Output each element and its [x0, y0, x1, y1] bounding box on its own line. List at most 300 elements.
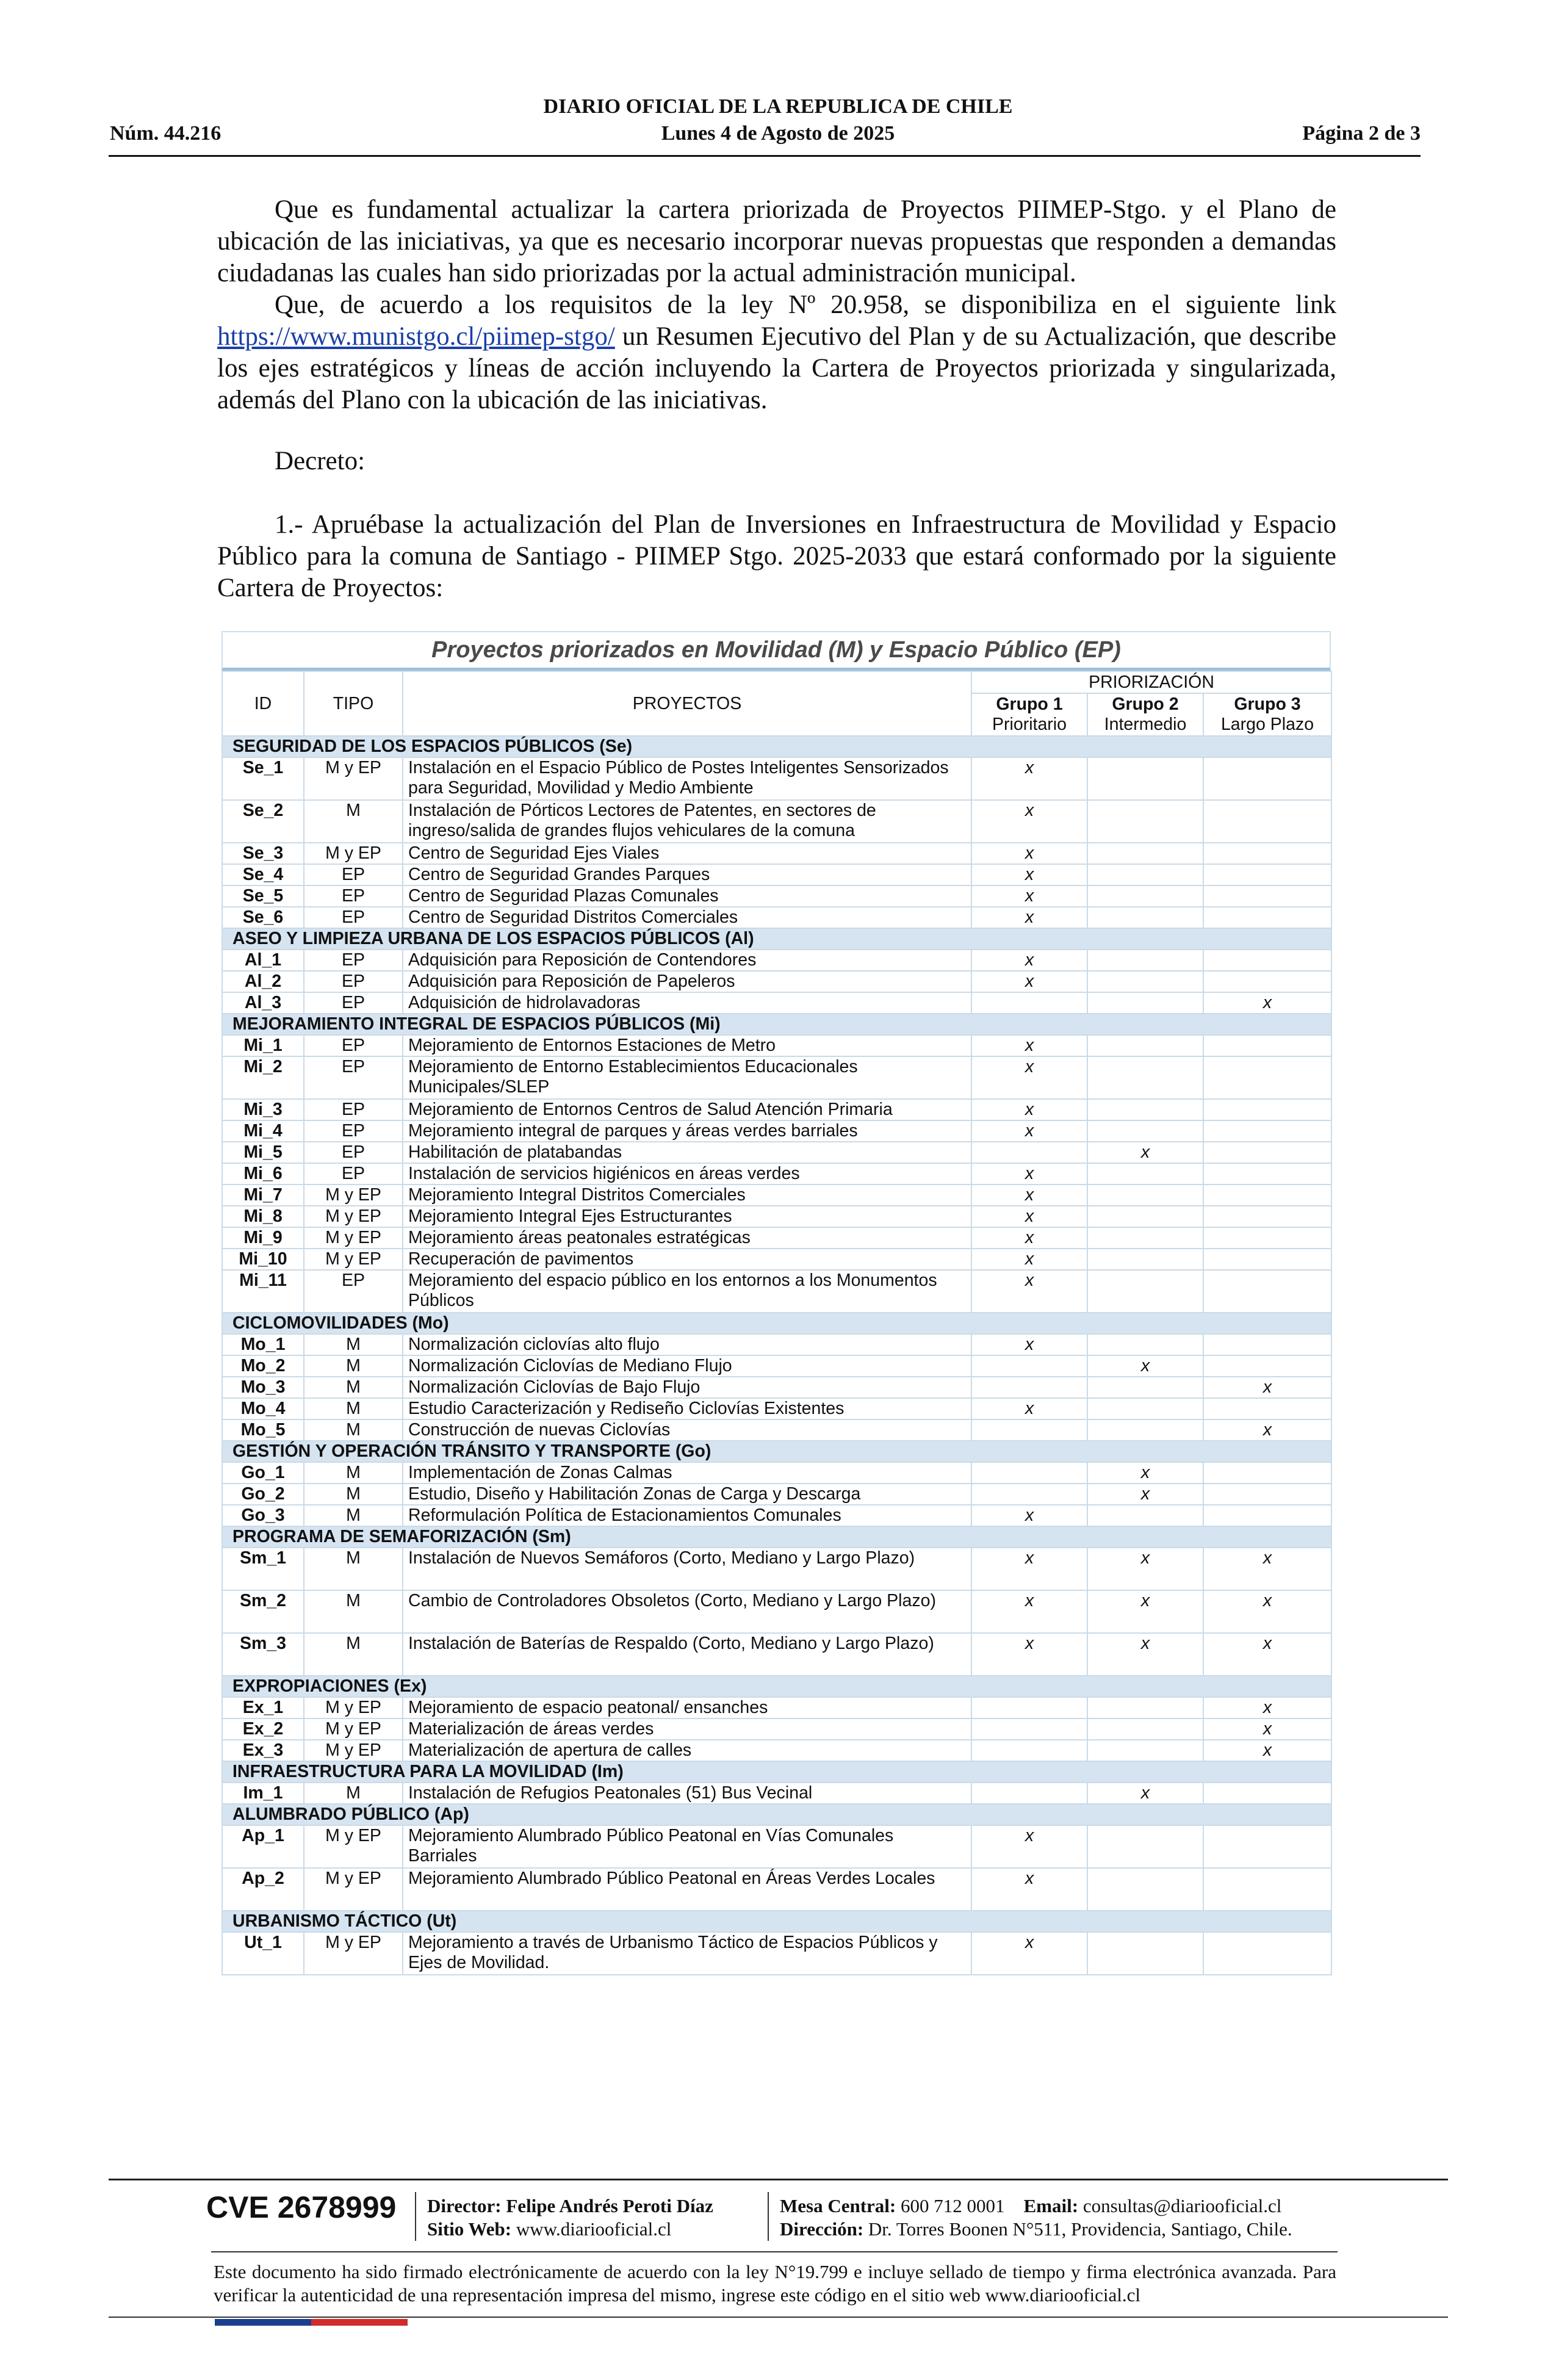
decreto-heading-block — [217, 445, 1336, 477]
table-row — [222, 1227, 1331, 1249]
project-tipo: M — [304, 1462, 403, 1484]
grupo-2-mark: x — [1087, 1548, 1203, 1590]
project-id: Se_5 — [222, 885, 304, 907]
project-id: Mi_11 — [222, 1270, 304, 1313]
table-row — [222, 1035, 1331, 1056]
grupo-2-mark — [1087, 1825, 1203, 1868]
grupo-1-mark: x — [971, 1227, 1087, 1249]
grupo-3-mark: x — [1203, 1377, 1331, 1398]
grupo-2-mark — [1087, 950, 1203, 971]
grupo-1-mark: x — [971, 1035, 1087, 1056]
grupo-3-mark — [1203, 757, 1331, 800]
grupo-3-mark: x — [1203, 1548, 1331, 1590]
decreto-heading: Decreto: — [275, 447, 366, 475]
project-id: Mo_1 — [222, 1334, 304, 1355]
project-id: Mi_4 — [222, 1120, 304, 1142]
project-name: Cambio de Controladores Obsoletos (Corto, Mediano y Largo Plazo) — [403, 1590, 971, 1633]
grupo-1-mark: x — [971, 1120, 1087, 1142]
project-name: Implementación de Zonas Calmas — [403, 1462, 971, 1484]
project-name: Adquisición para Reposición de Papeleros — [403, 971, 971, 992]
footer-address — [780, 2218, 1292, 2241]
project-name: Recuperación de pavimentos — [403, 1249, 971, 1270]
grupo-1-mark: x — [971, 1249, 1087, 1270]
section-title: EXPROPIACIONES (Ex) — [222, 1676, 1331, 1697]
project-tipo: EP — [304, 1035, 403, 1056]
grupo-3-mark — [1203, 1056, 1331, 1099]
grupo-1-mark: x — [971, 1633, 1087, 1676]
project-tipo: M — [304, 1377, 403, 1398]
project-tipo: M — [304, 1334, 403, 1355]
grupo-1-mark: x — [971, 1099, 1087, 1120]
section-title: URBANISMO TÁCTICO (Ut) — [222, 1911, 1331, 1932]
project-id: Ap_2 — [222, 1868, 304, 1911]
project-id: Mo_4 — [222, 1398, 304, 1419]
grupo-3-mark — [1203, 864, 1331, 885]
section-title: ASEO Y LIMPIEZA URBANA DE LOS ESPACIOS PÚBLICOS (Al) — [222, 928, 1331, 950]
project-id: Mi_6 — [222, 1163, 304, 1185]
project-id: Al_3 — [222, 992, 304, 1014]
project-id: Al_1 — [222, 950, 304, 971]
project-tipo: M — [304, 1355, 403, 1377]
header-grupo-3 — [1203, 693, 1331, 736]
newspaper-title: DIARIO OFICIAL DE LA REPUBLICA DE CHILE — [543, 95, 1013, 118]
table-row — [222, 971, 1331, 992]
project-name: Mejoramiento integral de parques y áreas verdes barriales — [403, 1120, 971, 1142]
grupo-1-mark: x — [971, 757, 1087, 800]
table-row — [222, 992, 1331, 1014]
grupo-3-mark — [1203, 1206, 1331, 1227]
grupo-1-mark — [971, 1462, 1087, 1484]
project-id: Ex_1 — [222, 1697, 304, 1718]
project-name: Mejoramiento del espacio público en los entornos a los Monumentos Públicos — [403, 1270, 971, 1313]
project-name: Centro de Seguridad Distritos Comerciales — [403, 907, 971, 928]
table-row — [222, 1633, 1331, 1676]
table-row — [222, 1419, 1331, 1441]
grupo-1-mark: x — [971, 864, 1087, 885]
project-name: Normalización Ciclovías de Bajo Flujo — [403, 1377, 971, 1398]
project-id: Ex_3 — [222, 1740, 304, 1761]
project-tipo: EP — [304, 950, 403, 971]
project-name: Instalación de servicios higiénicos en áreas verdes — [403, 1163, 971, 1185]
mesa-label: Mesa Central: — [780, 2195, 896, 2216]
grupo-3-mark — [1203, 1185, 1331, 1206]
table-row — [222, 1783, 1331, 1804]
grupo-2-mark — [1087, 1185, 1203, 1206]
grupo-2-mark — [1087, 1227, 1203, 1249]
project-id: Se_6 — [222, 907, 304, 928]
grupo-3-mark — [1203, 1868, 1331, 1911]
project-tipo: M y EP — [304, 1206, 403, 1227]
grupo-1-mark: x — [971, 907, 1087, 928]
grupo-1-mark — [971, 1718, 1087, 1740]
grupo-2-mark — [1087, 1868, 1203, 1911]
grupo-2-mark — [1087, 1035, 1203, 1056]
section-row — [222, 1313, 1331, 1334]
table-row — [222, 1697, 1331, 1718]
grupo-2-mark — [1087, 1206, 1203, 1227]
grupo-3-mark — [1203, 907, 1331, 928]
project-id: Se_4 — [222, 864, 304, 885]
table-row — [222, 800, 1331, 843]
project-tipo: M y EP — [304, 1932, 403, 1975]
table-row — [222, 1334, 1331, 1355]
project-name: Adquisición de hidrolavadoras — [403, 992, 971, 1014]
footer-divider-bottom — [109, 2317, 1448, 2318]
table-row — [222, 1120, 1331, 1142]
footer-divider-middle — [211, 2251, 1338, 2252]
grupo-3-mark — [1203, 1462, 1331, 1484]
project-name: Instalación de Baterías de Respaldo (Corto, Mediano y Largo Plazo) — [403, 1633, 971, 1676]
project-name: Reformulación Política de Estacionamientos Comunales — [403, 1505, 971, 1526]
section-row — [222, 1014, 1331, 1035]
project-name: Habilitación de platabandas — [403, 1142, 971, 1163]
grupo-2-mark — [1087, 864, 1203, 885]
electronic-signature-note: Este documento ha sido firmado electrónicamente de acuerdo con la ley N°19.799 e incluye sellado de tiempo y firma electrónica avanzada. Para verificar la autenticidad de una representación impresa del mismo, ingrese este código en el sitio web www.diariooficial.cl — [214, 2261, 1336, 2306]
table-row — [222, 1056, 1331, 1099]
website-value: www.diariooficial.cl — [516, 2218, 672, 2240]
grupo-3-mark — [1203, 1505, 1331, 1526]
project-id: Mi_7 — [222, 1185, 304, 1206]
grupo-1-mark — [971, 1419, 1087, 1441]
project-name: Materialización de áreas verdes — [403, 1718, 971, 1740]
section-row — [222, 1761, 1331, 1783]
piimep-link[interactable]: https://www.munistgo.cl/piimep-stgo/ — [217, 322, 615, 351]
grupo-2-mark — [1087, 1718, 1203, 1740]
grupo-3-mark — [1203, 1825, 1331, 1868]
grupo-3-mark: x — [1203, 1740, 1331, 1761]
projects-table-body — [222, 736, 1331, 1975]
section-row — [222, 1676, 1331, 1697]
project-tipo: M — [304, 1633, 403, 1676]
project-tipo: EP — [304, 864, 403, 885]
grupo-1-mark: x — [971, 1932, 1087, 1975]
grupo-1-mark: x — [971, 1334, 1087, 1355]
project-id: Mi_8 — [222, 1206, 304, 1227]
project-id: Go_3 — [222, 1505, 304, 1526]
grupo-3-mark — [1203, 800, 1331, 843]
grupo-2-mark — [1087, 1932, 1203, 1975]
grupo-3-mark — [1203, 1035, 1331, 1056]
project-tipo: M y EP — [304, 1697, 403, 1718]
grupo-3-mark: x — [1203, 1697, 1331, 1718]
project-id: Mi_1 — [222, 1035, 304, 1056]
grupo-3-mark — [1203, 1249, 1331, 1270]
grupo-2-mark: x — [1087, 1462, 1203, 1484]
grupo-3-mark: x — [1203, 1590, 1331, 1633]
table-row — [222, 1505, 1331, 1526]
issue-number: Núm. 44.216 — [110, 122, 222, 145]
grupo-2-mark — [1087, 843, 1203, 864]
grupo-2-mark — [1087, 1398, 1203, 1419]
grupo-3-mark — [1203, 1334, 1331, 1355]
grupo-3-mark — [1203, 971, 1331, 992]
project-tipo: M — [304, 1398, 403, 1419]
grupo-1-mark — [971, 1740, 1087, 1761]
table-row — [222, 950, 1331, 971]
grupo-3-mark — [1203, 843, 1331, 864]
project-tipo: M — [304, 800, 403, 843]
project-tipo: M y EP — [304, 1740, 403, 1761]
grupo-3-mark: x — [1203, 1419, 1331, 1441]
footer-contact-block — [780, 2194, 1292, 2241]
page-indicator: Página 2 de 3 — [1302, 122, 1421, 145]
grupo-1-mark: x — [971, 800, 1087, 843]
project-name: Centro de Seguridad Grandes Parques — [403, 864, 971, 885]
header-grupo-1-sub: Prioritario — [992, 715, 1067, 734]
grupo-1-mark: x — [971, 1398, 1087, 1419]
project-tipo: M y EP — [304, 1868, 403, 1911]
grupo-3-mark — [1203, 1484, 1331, 1505]
grupo-3-mark — [1203, 1099, 1331, 1120]
table-row — [222, 1185, 1331, 1206]
project-tipo: EP — [304, 1142, 403, 1163]
grupo-1-mark: x — [971, 950, 1087, 971]
project-name: Centro de Seguridad Ejes Viales — [403, 843, 971, 864]
project-name: Instalación de Refugios Peatonales (51) Bus Vecinal — [403, 1783, 971, 1804]
grupo-2-mark — [1087, 907, 1203, 928]
project-id: Se_1 — [222, 757, 304, 800]
project-name: Normalización Ciclovías de Mediano Flujo — [403, 1355, 971, 1377]
section-title: GESTIÓN Y OPERACIÓN TRÁNSITO Y TRANSPORTE (Go) — [222, 1441, 1331, 1462]
grupo-2-mark — [1087, 1099, 1203, 1120]
header-proyectos: PROYECTOS — [403, 671, 971, 736]
footer-website — [427, 2218, 713, 2241]
project-name: Estudio Caracterización y Rediseño Ciclovías Existentes — [403, 1398, 971, 1419]
project-name: Instalación de Pórticos Lectores de Patentes, en sectores de ingreso/salida de grandes flujos vehiculares de la comuna — [403, 800, 971, 843]
project-tipo: EP — [304, 885, 403, 907]
project-id: Mi_9 — [222, 1227, 304, 1249]
grupo-3-mark: x — [1203, 1718, 1331, 1740]
project-name: Mejoramiento de espacio peatonal/ ensanches — [403, 1697, 971, 1718]
section-row — [222, 928, 1331, 950]
table-row — [222, 1718, 1331, 1740]
project-id: Mo_2 — [222, 1355, 304, 1377]
grupo-2-mark: x — [1087, 1590, 1203, 1633]
project-name: Mejoramiento Alumbrado Público Peatonal en Vías Comunales Barriales — [403, 1825, 971, 1868]
flag-stripe-blue — [215, 2319, 311, 2326]
project-name: Centro de Seguridad Plazas Comunales — [403, 885, 971, 907]
project-tipo: M — [304, 1548, 403, 1590]
section-row — [222, 1804, 1331, 1825]
table-row — [222, 1548, 1331, 1590]
project-name: Estudio, Diseño y Habilitación Zonas de Carga y Descarga — [403, 1484, 971, 1505]
project-tipo: EP — [304, 1163, 403, 1185]
grupo-3-mark — [1203, 1227, 1331, 1249]
table-row — [222, 1825, 1331, 1868]
paragraph-ley-text-1: Que, de acuerdo a los requisitos de la ley Nº 20.958, se disponibiliza en el siguiente link — [275, 290, 1336, 319]
project-name: Adquisición para Reposición de Contendores — [403, 950, 971, 971]
table-row — [222, 1163, 1331, 1185]
table-row — [222, 1206, 1331, 1227]
header-grupo-3-sub: Largo Plazo — [1220, 715, 1314, 734]
grupo-1-mark: x — [971, 1868, 1087, 1911]
project-name: Mejoramiento Integral Distritos Comerciales — [403, 1185, 971, 1206]
grupo-3-mark: x — [1203, 1633, 1331, 1676]
grupo-1-mark: x — [971, 971, 1087, 992]
project-tipo: M — [304, 1484, 403, 1505]
project-id: Ut_1 — [222, 1932, 304, 1975]
grupo-2-mark — [1087, 800, 1203, 843]
table-row — [222, 1377, 1331, 1398]
table-row — [222, 907, 1331, 928]
header-id: ID — [222, 671, 304, 736]
grupo-2-mark: x — [1087, 1355, 1203, 1377]
director-name: Felipe Andrés Peroti Díaz — [506, 2195, 713, 2216]
footer-separator-2 — [768, 2192, 769, 2241]
cve-code: CVE 2678999 — [206, 2190, 397, 2224]
grupo-3-mark — [1203, 950, 1331, 971]
grupo-2-mark — [1087, 1163, 1203, 1185]
project-id: Go_2 — [222, 1484, 304, 1505]
project-tipo: EP — [304, 907, 403, 928]
section-title: SEGURIDAD DE LOS ESPACIOS PÚBLICOS (Se) — [222, 736, 1331, 757]
section-row — [222, 736, 1331, 757]
issue-date: Lunes 4 de Agosto de 2025 — [661, 122, 895, 145]
grupo-1-mark — [971, 1783, 1087, 1804]
grupo-2-mark — [1087, 971, 1203, 992]
grupo-3-mark — [1203, 1783, 1331, 1804]
grupo-2-mark — [1087, 1270, 1203, 1313]
header-grupo-1 — [971, 693, 1087, 736]
paragraph-cartera: Que es fundamental actualizar la cartera priorizada de Proyectos PIIMEP-Stgo. y el Plano de ubicación de las iniciativas, ya que es necesario incorporar nuevas propuestas que responden a demandas ciudadanas las cuales han sido priorizadas por la actual administración municipal. — [217, 195, 1336, 287]
paragraph-ley — [217, 289, 1336, 416]
project-name: Materialización de apertura de calles — [403, 1740, 971, 1761]
director-label: Director: — [427, 2195, 502, 2216]
grupo-2-mark — [1087, 1249, 1203, 1270]
project-id: Go_1 — [222, 1462, 304, 1484]
grupo-1-mark: x — [971, 1548, 1087, 1590]
grupo-2-mark — [1087, 757, 1203, 800]
footer-director-block — [427, 2194, 713, 2241]
article-1-block — [217, 509, 1336, 604]
project-id: Ap_1 — [222, 1825, 304, 1868]
header-grupo-3-title: Grupo 3 — [1234, 694, 1301, 714]
table-row — [222, 1142, 1331, 1163]
section-title: PROGRAMA DE SEMAFORIZACIÓN (Sm) — [222, 1526, 1331, 1548]
project-name: Mejoramiento de Entornos Centros de Salud Atención Primaria — [403, 1099, 971, 1120]
grupo-3-mark — [1203, 1270, 1331, 1313]
project-name: Instalación en el Espacio Público de Postes Inteligentes Sensorizados para Seguridad, Movilidad y Medio Ambiente — [403, 757, 971, 800]
project-id: Sm_2 — [222, 1590, 304, 1633]
grupo-2-mark — [1087, 992, 1203, 1014]
project-tipo: EP — [304, 1270, 403, 1313]
grupo-2-mark — [1087, 1419, 1203, 1441]
project-tipo: EP — [304, 1099, 403, 1120]
section-row — [222, 1911, 1331, 1932]
grupo-1-mark: x — [971, 1206, 1087, 1227]
table-row — [222, 1249, 1331, 1270]
project-name: Mejoramiento Integral Ejes Estructurantes — [403, 1206, 971, 1227]
footer-divider-top — [109, 2179, 1448, 2180]
project-name: Mejoramiento a través de Urbanismo Táctico de Espacios Públicos y Ejes de Movilidad. — [403, 1932, 971, 1975]
grupo-1-mark — [971, 1484, 1087, 1505]
footer-director — [427, 2194, 713, 2218]
email-label: Email: — [1023, 2195, 1079, 2216]
table-row — [222, 1099, 1331, 1120]
table-row — [222, 1590, 1331, 1633]
grupo-1-mark — [971, 1377, 1087, 1398]
grupo-2-mark — [1087, 1505, 1203, 1526]
article-1: 1.- Apruébase la actualización del Plan de Inversiones en Infraestructura de Movilidad y Espacio Público para la comuna de Santiago - PIIMEP Stgo. 2025-2033 que estará conformado por la siguiente Cartera de Proyectos: — [217, 510, 1336, 602]
project-id: Mi_2 — [222, 1056, 304, 1099]
table-title: Proyectos priorizados en Movilidad (M) y Espacio Público (EP) — [222, 631, 1331, 671]
grupo-2-mark — [1087, 1377, 1203, 1398]
grupo-1-mark: x — [971, 1056, 1087, 1099]
project-tipo: EP — [304, 971, 403, 992]
table-row — [222, 1270, 1331, 1313]
project-id: Sm_3 — [222, 1633, 304, 1676]
grupo-2-mark — [1087, 1740, 1203, 1761]
project-name: Mejoramiento Alumbrado Público Peatonal en Áreas Verdes Locales — [403, 1868, 971, 1911]
table-row — [222, 1932, 1331, 1975]
grupo-1-mark: x — [971, 1590, 1087, 1633]
section-title: MEJORAMIENTO INTEGRAL DE ESPACIOS PÚBLICOS (Mi) — [222, 1014, 1331, 1035]
grupo-1-mark — [971, 992, 1087, 1014]
project-id: Ex_2 — [222, 1718, 304, 1740]
project-name: Mejoramiento áreas peatonales estratégicas — [403, 1227, 971, 1249]
grupo-1-mark: x — [971, 843, 1087, 864]
grupo-3-mark — [1203, 1398, 1331, 1419]
header-priorizacion: PRIORIZACIÓN — [971, 671, 1331, 693]
grupo-1-mark: x — [971, 1185, 1087, 1206]
flag-stripe-red — [311, 2319, 408, 2326]
grupo-3-mark — [1203, 1355, 1331, 1377]
projects-table-container — [222, 631, 1331, 1975]
project-tipo: M — [304, 1419, 403, 1441]
header-tipo: TIPO — [304, 671, 403, 736]
project-tipo: EP — [304, 1056, 403, 1099]
grupo-3-mark — [1203, 1120, 1331, 1142]
grupo-2-mark: x — [1087, 1142, 1203, 1163]
table-row — [222, 843, 1331, 864]
project-id: Mo_5 — [222, 1419, 304, 1441]
project-id: Mi_5 — [222, 1142, 304, 1163]
project-id: Mi_10 — [222, 1249, 304, 1270]
grupo-2-mark: x — [1087, 1633, 1203, 1676]
table-row — [222, 757, 1331, 800]
address-label: Dirección: — [780, 2218, 864, 2240]
project-tipo: M — [304, 1505, 403, 1526]
project-id: Sm_1 — [222, 1548, 304, 1590]
project-tipo: EP — [304, 1120, 403, 1142]
project-id: Mi_3 — [222, 1099, 304, 1120]
website-label: Sitio Web: — [427, 2218, 512, 2240]
project-tipo: M y EP — [304, 1249, 403, 1270]
project-name: Mejoramiento de Entorno Establecimientos Educacionales Municipales/SLEP — [403, 1056, 971, 1099]
table-row — [222, 1355, 1331, 1377]
project-id: Im_1 — [222, 1783, 304, 1804]
project-tipo: M y EP — [304, 1227, 403, 1249]
project-id: Al_2 — [222, 971, 304, 992]
section-title: INFRAESTRUCTURA PARA LA MOVILIDAD (Im) — [222, 1761, 1331, 1783]
project-tipo: M y EP — [304, 843, 403, 864]
address-value: Dr. Torres Boonen N°511, Providencia, Santiago, Chile. — [868, 2218, 1292, 2240]
table-row — [222, 864, 1331, 885]
intro-paragraphs — [217, 194, 1336, 416]
grupo-2-mark — [1087, 1120, 1203, 1142]
paragraph-ley-text-2: un Resumen Ejecutivo del Plan y de su Actualización, que describe los ejes estratégicos y líneas de acción incluyendo la Cartera de Proyectos priorizada y singularizada, además del Plano con la ubicación de las iniciativas. — [217, 322, 1336, 414]
grupo-1-mark: x — [971, 885, 1087, 907]
grupo-1-mark — [971, 1697, 1087, 1718]
project-tipo: M y EP — [304, 757, 403, 800]
footer-separator-1 — [415, 2192, 416, 2241]
grupo-1-mark — [971, 1142, 1087, 1163]
project-tipo: EP — [304, 992, 403, 1014]
header-divider — [109, 155, 1421, 157]
project-name: Construcción de nuevas Ciclovías — [403, 1419, 971, 1441]
project-tipo: M — [304, 1783, 403, 1804]
grupo-1-mark — [971, 1355, 1087, 1377]
